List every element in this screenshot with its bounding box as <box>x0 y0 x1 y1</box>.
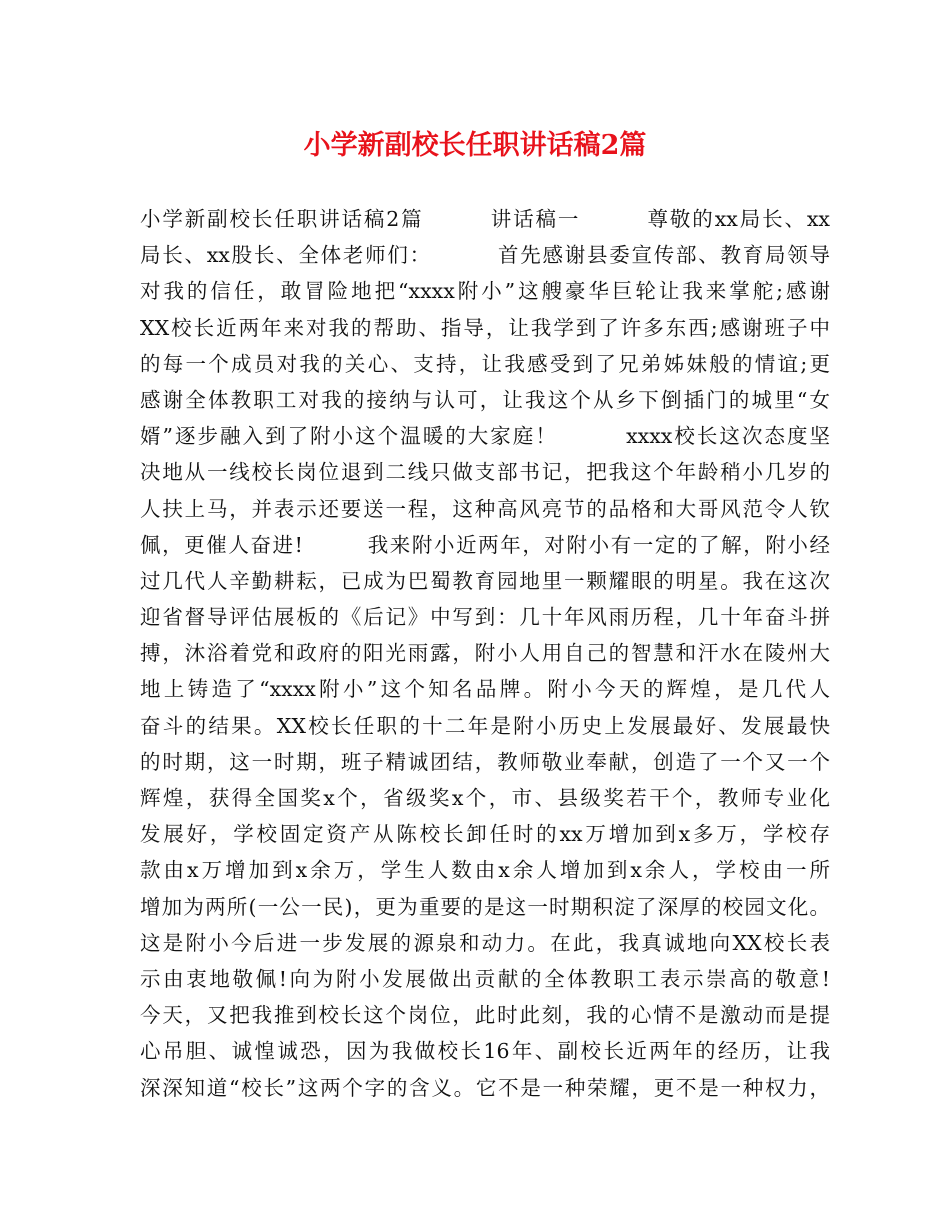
body-line: 这是附小今后进一步发展的源泉和动力。在此，我真诚地向XX校长表 <box>140 930 830 955</box>
document-body <box>140 201 830 1106</box>
body-line: 迎省督导评估展板的《后记》中写到：几十年风雨历程，几十年奋斗拼 <box>140 605 830 630</box>
body-line: 搏，沐浴着党和政府的阳光雨露，附小人用自己的智慧和汗水在陵州大 <box>140 641 830 666</box>
body-line: 深深知道“校长”这两个字的含义。它不是一种荣耀，更不是一种权力， <box>140 1075 830 1100</box>
body-line: 增加为两所(一公一民)，更为重要的是这一时期积淀了深厚的校园文化。 <box>140 894 830 919</box>
document-title: 小学新副校长任职讲话稿2篇 <box>303 130 647 161</box>
body-line: 婿”逐步融入到了附小这个温暖的大家庭！ xxxx校长这次态度坚 <box>140 424 830 449</box>
body-line: 局长、xx股长、全体老师们： 首先感谢县委宣传部、教育局领导 <box>140 243 830 268</box>
body-line: 地上铸造了“xxxx附小”这个知名品牌。附小今天的辉煌，是几代人 <box>140 677 830 702</box>
body-line: 佩，更催人奋进! 我来附小近两年，对附小有一定的了解，附小经 <box>140 532 830 557</box>
body-line: 对我的信任，敢冒险地把“xxxx附小”这艘豪华巨轮让我来掌舵;感谢 <box>140 279 830 304</box>
body-line: 的每一个成员对我的关心、支持，让我感受到了兄弟姊妹般的情谊;更 <box>140 351 830 376</box>
body-line: 过几代人辛勤耕耘，已成为巴蜀教育园地里一颗耀眼的明星。我在这次 <box>140 568 830 593</box>
body-line: 心吊胆、诚惶诚恐，因为我做校长16年、副校长近两年的经历，让我 <box>140 1039 830 1064</box>
body-line: 小学新副校长任职讲话稿2篇 讲话稿一 尊敬的xx局长、xx <box>140 207 830 231</box>
body-line: 今天，又把我推到校长这个岗位，此时此刻，我的心情不是激动而是提 <box>140 1003 830 1028</box>
body-line: 人扶上马，并表示还要送一程，这种高风亮节的品格和大哥风范令人钦 <box>140 496 830 521</box>
body-line: 的时期，这一时期，班子精诚团结，教师敬业奉献，创造了一个又一个 <box>140 749 830 774</box>
body-line: 发展好，学校固定资产从陈校长卸任时的xx万增加到x多万，学校存 <box>140 822 830 847</box>
body-line: 辉煌，获得全国奖x个，省级奖x个，市、县级奖若干个，教师专业化 <box>140 786 830 810</box>
body-line: 决地从一线校长岗位退到二线只做支部书记，把我这个年龄稍小几岁的 <box>140 460 830 485</box>
body-line: 奋斗的结果。XX校长任职的十二年是附小历史上发展最好、发展最快 <box>140 713 830 738</box>
body-line: 款由x万增加到x余万，学生人数由x余人增加到x余人，学校由一所 <box>140 858 830 883</box>
body-line: 感谢全体教职工对我的接纳与认可，让我这个从乡下倒插门的城里“女 <box>140 387 830 412</box>
body-line: XX校长近两年来对我的帮助、指导，让我学到了许多东西;感谢班子中 <box>140 315 830 340</box>
body-line: 示由衷地敬佩!向为附小发展做出贡献的全体教职工表示崇高的敬意! <box>140 966 830 991</box>
